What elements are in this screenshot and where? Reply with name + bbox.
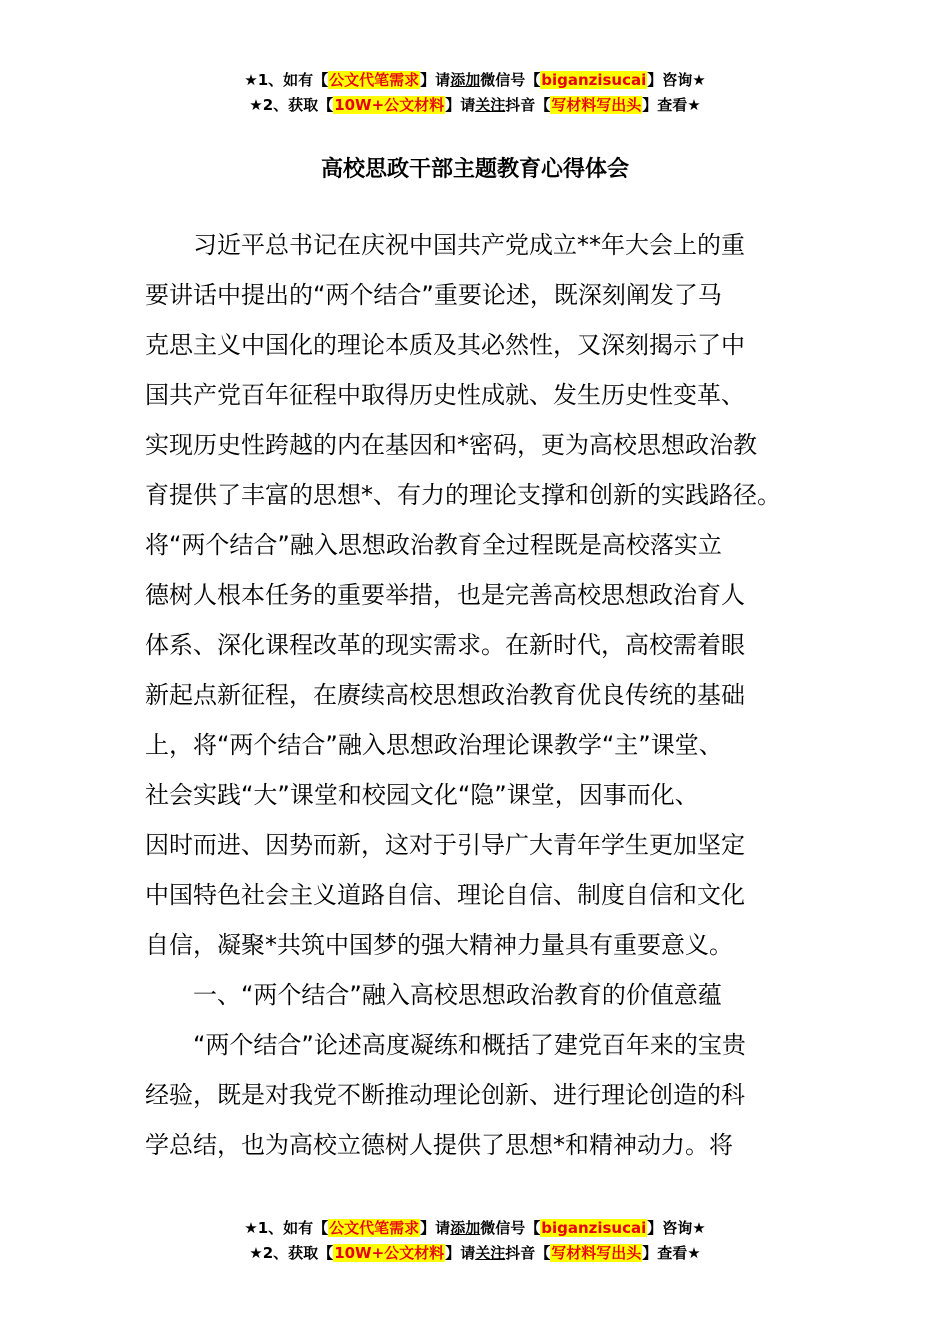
- document-title: 高校思政干部主题教育心得体会: [320, 157, 629, 182]
- document-body: [145, 220, 815, 1170]
- body-line: 将“两个结合”融入思想政治教育全过程既是高校落实立: [145, 531, 722, 559]
- highlight-service: 公文代笔需求: [329, 1219, 420, 1237]
- body-line: “两个结合”论述高度凝练和概括了建党百年来的宝贵: [193, 1031, 746, 1059]
- section-heading: 一、“两个结合”融入高校思想政治教育的价值意蕴: [193, 981, 722, 1009]
- body-line: 中国特色社会主义道路自信、理论自信、制度自信和文化: [145, 881, 745, 909]
- body-line: 上，将“两个结合”融入思想政治理论课教学“主”课堂、: [145, 731, 723, 759]
- underlined-add: 添加: [450, 1219, 481, 1237]
- promo-line-1: ★1、如有【公文代笔需求】请添加微信号【biganzisucai】咨询★: [244, 71, 706, 89]
- highlight-douyin-id: 写材料写出头: [551, 1244, 642, 1262]
- underlined-follow: 关注: [475, 96, 506, 114]
- body-line: 经验，既是对我党不断推动理论创新、进行理论创造的科: [145, 1081, 745, 1109]
- underlined-add: 添加: [450, 71, 481, 89]
- body-line: 要讲话中提出的“两个结合”重要论述，既深刻阐发了马: [145, 281, 722, 309]
- promo-line-2: ★2、获取【10W+公文材料】请关注抖音【写材料写出头】查看★: [249, 96, 701, 114]
- body-line: 自信，凝聚*共筑中国梦的强大精神力量具有重要意义。: [145, 931, 733, 959]
- highlight-wechat-id: biganzisucai: [541, 71, 647, 89]
- promo-line-2: ★2、获取【10W+公文材料】请关注抖音【写材料写出头】查看★: [249, 1244, 701, 1262]
- promo-line-1: ★1、如有【公文代笔需求】请添加微信号【biganzisucai】咨询★: [244, 1219, 706, 1237]
- body-line: 克思主义中国化的理论本质及其必然性，又深刻揭示了中: [145, 331, 745, 359]
- body-line: 社会实践“大”课堂和校园文化“隐”课堂，因事而化、: [145, 781, 699, 809]
- underlined-follow: 关注: [475, 1244, 506, 1262]
- highlight-materials: 10W+公文材料: [334, 96, 445, 114]
- body-line: 学总结，也为高校立德树人提供了思想*和精神动力。将: [145, 1131, 733, 1159]
- body-line: 习近平总书记在庆祝中国共产党成立**年大会上的重: [193, 231, 745, 259]
- body-line: 新起点新征程，在赓续高校思想政治教育优良传统的基础: [145, 681, 745, 709]
- body-line: 体系、深化课程改革的现实需求。在新时代，高校需着眼: [145, 631, 745, 659]
- body-line: 国共产党百年征程中取得历史性成就、发生历史性变革、: [145, 381, 745, 409]
- highlight-service: 公文代笔需求: [329, 71, 420, 89]
- highlight-wechat-id: biganzisucai: [541, 1219, 647, 1237]
- highlight-douyin-id: 写材料写出头: [551, 96, 642, 114]
- body-line: 因时而进、因势而新，这对于引导广大青年学生更加坚定: [145, 831, 745, 859]
- highlight-materials: 10W+公文材料: [334, 1244, 445, 1262]
- promo-banner-bottom: [0, 1216, 950, 1266]
- body-line: 实现历史性跨越的内在基因和*密码，更为高校思想政治教: [145, 431, 757, 459]
- body-line: 德树人根本任务的重要举措，也是完善高校思想政治育人: [145, 581, 745, 609]
- body-line: 育提供了丰富的思想*、有力的理论支撑和创新的实践路径。: [145, 481, 781, 509]
- promo-banner-top: [0, 68, 950, 118]
